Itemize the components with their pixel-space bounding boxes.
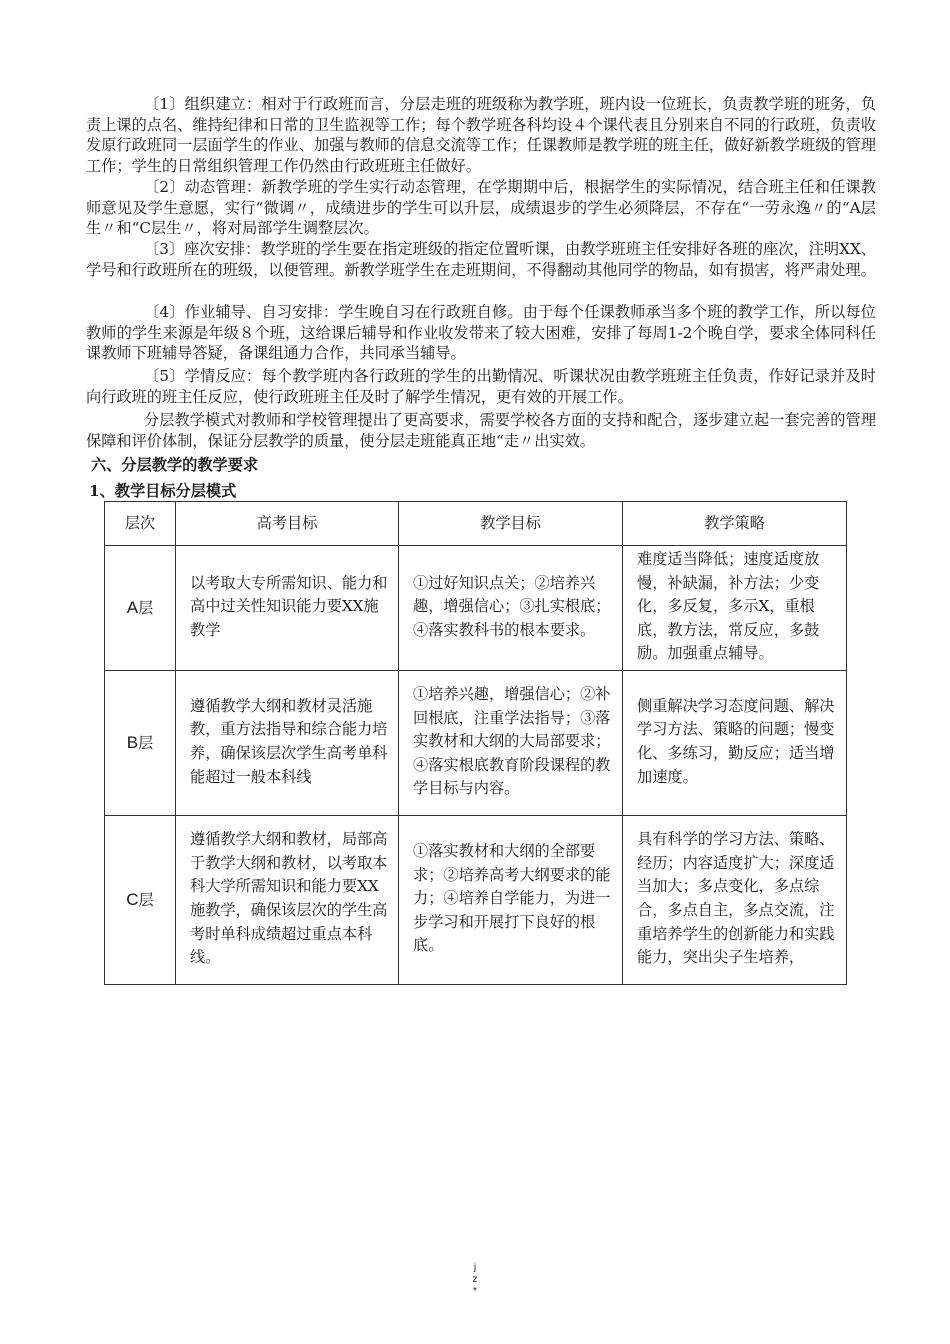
subsection-heading: 1、教学目标分层模式 (89, 482, 237, 500)
table-header-row (105, 502, 847, 546)
teaching-goals-table (104, 501, 847, 985)
page-footer-mark (465, 1262, 485, 1298)
footer-char: * (473, 1286, 477, 1297)
footer-char: j (473, 1262, 477, 1273)
exam-goal-cell: 遵循教学大纲和教材，局部高于教学大纲和教材，以考取本科大学所需知识和能力要XX施教学，确保该层次的学生高考时单科成绩超过重点本科线。 (176, 815, 399, 984)
paragraph-homework: 〔4〕作业辅导、自习安排：学生晚自习在行政班自修。由于每个任课教师承当多个班的教学工作，所以每位教师的学生来源是年级８个班，这给课后辅导和作业收发带来了较大困难，安排了每周1-2个晚自学，要求全体同科任课教师下班辅导答疑，备课组通力合作，共同承当辅导。 (86, 303, 876, 363)
teaching-goal-cell: ①过好知识点关；②培养兴趣，增强信心；③扎实根底；④落实教科书的根本要求。 (399, 546, 623, 671)
header-exam-goal: 高考目标 (176, 502, 399, 546)
level-cell (105, 670, 176, 815)
paragraph-feedback: 〔5〕学情反应：每个教学班内各行政班的学生的出勤情况、听课状况由教学班班主任负责，作好记录并及时向行政班的班主任反应，使行政班班主任及时了解学生情况，更有效的开展工作。 (86, 367, 876, 406)
level-cell (105, 546, 176, 671)
header-strategy: 教学策略 (623, 502, 847, 546)
table-row (105, 670, 847, 815)
level-suffix: 层 (138, 890, 154, 909)
table-row (105, 546, 847, 671)
level-letter: B (126, 732, 139, 752)
level-letter: C (126, 889, 139, 909)
level-suffix: 层 (138, 598, 154, 617)
level-letter: A (126, 597, 139, 617)
exam-goal-cell: 遵循教学大纲和教材灵活施教，重方法指导和综合能力培养，确保该层次学生高考单科能超过一般本科线 (176, 670, 399, 815)
paragraph-dynamic-management: 〔2〕动态管理：新教学班的学生实行动态管理，在学期期中后，根据学生的实际情况，结合班主任和任课教师意见及学生意愿，实行“微调〃，成绩进步的学生可以升层，成绩退步的学生必须降层，不存在“一劳永逸〃的“A层生〃和“C层生〃，将对局部学生调整层次。 (86, 178, 876, 238)
teaching-goal-cell: ①落实教材和大纲的全部要求；②培养高考大纲要求的能力；④培养自学能力，为进一步学习和开展打下良好的根底。 (399, 815, 623, 984)
paragraph-organization: 〔1〕组织建立：相对于行政班而言，分层走班的班级称为教学班，班内设一位班长，负责教学班的班务，负责上课的点名、维持纪律和日常的卫生监视等工作；每个教学班各科均设４个课代表且分别来自不同的行政班，负责收发原行政班同一层面学生的作业、加强与教师的信息交流等工作；任课教师是教学班的班主任，做好新教学班级的管理工作；学生的日常组织管理工作仍然由行政班班主任做好。 (86, 95, 876, 175)
level-suffix: 层 (138, 733, 154, 752)
strategy-cell: 具有科学的学习方法、策略、经历；内容适度扩大；深度适当加大；多点变化，多点综合，多点自主，多点交流，注重培养学生的创新能力和实践能力，突出尖子生培养， (623, 815, 847, 984)
section-heading: 六、分层教学的教学要求 (91, 456, 259, 474)
paragraph-summary: 分层教学模式对教师和学校管理提出了更高要求，需要学校各方面的支持和配合，逐步建立起一套完善的管理保障和评价体制，保证分层教学的质量，使分层走班能真正地“走〃出实效。 (86, 411, 876, 450)
teaching-goal-cell: ①培养兴趣，增强信心；②补回根底，注重学法指导；③落实教材和大纲的大局部要求；④落实根底教育阶段课程的教学目标与内容。 (399, 670, 623, 815)
footer-char: z (472, 1274, 478, 1285)
exam-goal-cell: 以考取大专所需知识、能力和高中过关性知识能力要XX施教学 (176, 546, 399, 671)
header-level: 层次 (105, 502, 176, 546)
strategy-cell: 难度适当降低；速度适度放慢，补缺漏，补方法；少变化，多反复，多示X，重根底，教方法，常反应，多鼓励。加强重点辅导。 (623, 546, 847, 671)
strategy-cell: 侧重解决学习态度问题、解决学习方法、策略的问题；慢变化、多练习，勤反应；适当增加速度。 (623, 670, 847, 815)
header-teaching-goal: 教学目标 (399, 502, 623, 546)
paragraph-seating: 〔3〕座次安排：教学班的学生要在指定班级的指定位置听课，由教学班班主任安排好各班的座次，注明XX、学号和行政班所在的班级，以便管理。新教学班学生在走班期间，不得翻动其他同学的物品，如有损害，将严肃处理。 (86, 240, 876, 279)
table-row (105, 815, 847, 984)
level-cell (105, 815, 176, 984)
